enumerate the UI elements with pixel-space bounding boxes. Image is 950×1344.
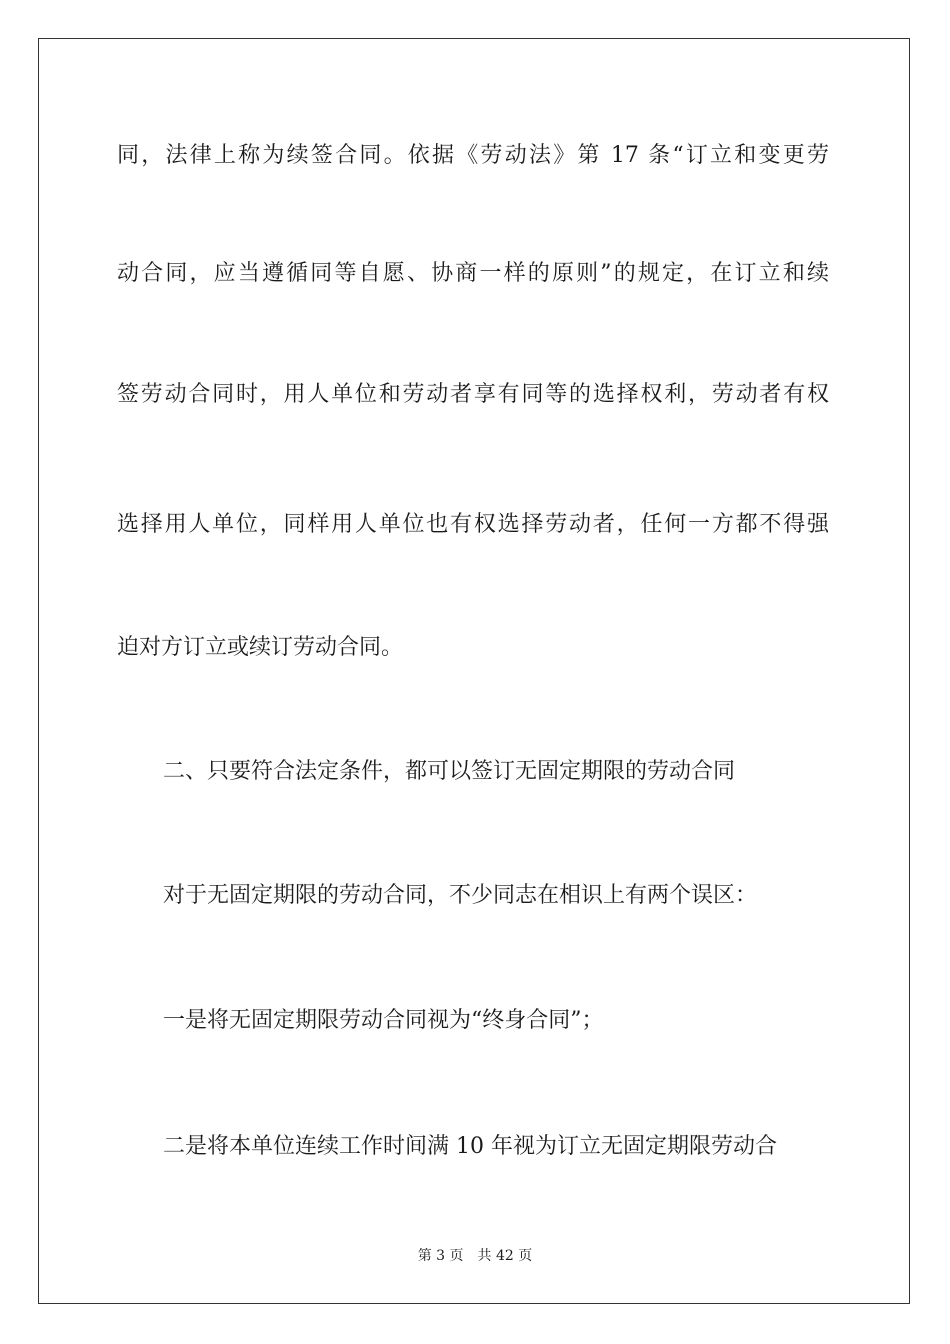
paragraph-line-3: 签劳动合同时，用人单位和劳动者享有同等的选择权利，劳动者有权 — [117, 382, 829, 407]
paragraph-line-9: 二是将本单位连续工作时间满 10 年视为订立无固定期限劳动合 — [163, 1134, 777, 1159]
paragraph-line-4: 选择用人单位，同样用人单位也有权选择劳动者，任何一方都不得强 — [117, 512, 829, 537]
paragraph-line-7: 对于无固定期限的劳动合同，不少同志在相识上有两个误区： — [163, 883, 758, 908]
page-number: 第 3 页 — [417, 1248, 464, 1264]
page-footer — [0, 1247, 950, 1265]
page-border — [38, 38, 910, 1304]
paragraph-line-5: 迫对方订立或续订劳动合同。 — [117, 635, 404, 660]
paragraph-line-8: 一是将无固定期限劳动合同视为“终身合同”； — [163, 1008, 604, 1033]
paragraph-line-2: 动合同，应当遵循同等自愿、协商一样的原则”的规定，在订立和续 — [117, 261, 829, 286]
section-heading: 二、只要符合法定条件，都可以签订无固定期限的劳动合同 — [163, 759, 736, 784]
paragraph-line-1: 同，法律上称为续签合同。依据《劳动法》第 17 条“订立和变更劳 — [117, 143, 829, 168]
total-pages: 共 42 页 — [477, 1248, 533, 1264]
